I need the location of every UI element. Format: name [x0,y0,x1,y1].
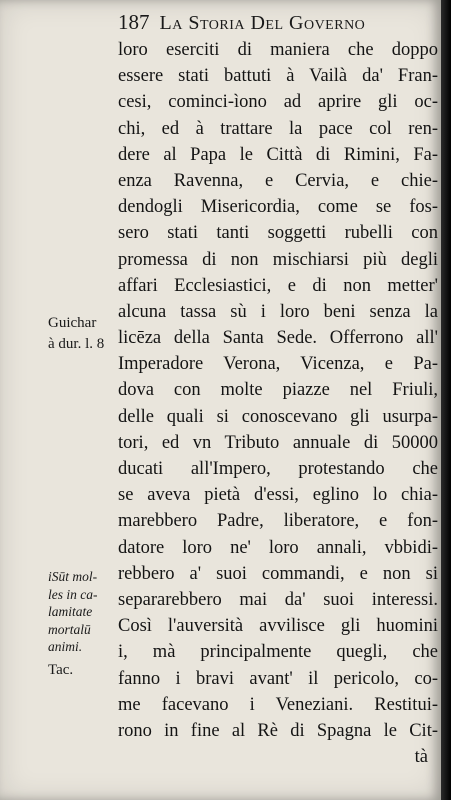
body-line: chi, ed à trattare la pace col ren- [118,118,438,139]
body-line: licēza della Santa Sede. Offerrono all' [118,328,438,349]
body-line: Imperadore Verona, Vicenza, e Pa- [118,354,438,375]
body-text [118,37,438,770]
margin-note-line: lamitate [48,604,93,620]
body-line: promessa di non mischiarsi più degli [118,249,438,270]
body-line: delle quali si conoscevano gli usurpa- [118,406,438,427]
body-line: dova con molte piazze nel Friuli, [118,380,438,401]
margin-note-line: les in ca- [48,586,98,602]
body-line: tori, ed vn Tributo annuale di 50000 [118,432,438,453]
scan-edge [441,0,451,800]
body-line: Così l'auversità avvilisce gli huomini [118,616,438,637]
page-number: 187 [118,10,150,34]
margin-note-line: Tac. [48,662,74,678]
body-line: enza Ravenna, e Cervia, e chie- [118,170,438,191]
body-line: me facevano i Veneziani. Restitui- [118,694,438,715]
body-line: loro eserciti di maniera che doppo [118,40,438,60]
body-line: rebbero a' suoi commandi, e non si [118,563,438,584]
body-line: marebbero Padre, liberatore, e fon- [118,511,438,532]
body-line: affari Ecclesiastici, e di non metter' [118,275,438,296]
margin-note-tac [48,660,73,680]
margin-note-line: mortalū [48,621,91,637]
margin-note-line: Guichar [48,315,97,331]
margin-note-latin-quote [48,568,98,656]
body-line: cesi, cominci-ìono ad aprire gli oc- [118,92,438,113]
margin-note-line: à dur. l. 8 [48,336,105,352]
body-line: datore loro ne' loro annali, vbbidi- [118,537,438,558]
body-line: dendogli Misericordia, come se fos- [118,197,438,218]
running-head [118,10,438,36]
body-line: sero stati tanti soggetti rubelli con [118,223,438,244]
header-title: La Storia Del Governo [159,12,366,34]
body-line: alcuna tassa sù i loro beni senza la [118,301,438,322]
body-line: i, mà principalmente quegli, che [118,642,438,663]
body-line: dere al Papa le Città di Rimini, Fa- [118,144,438,165]
margin-note-guichar [48,313,104,355]
margin-note-line: animi. [48,639,83,655]
body-line: fanno i bravi avant' il pericolo, co- [118,668,438,689]
body-line: ducati all'Impero, protestando che [118,459,438,479]
body-line: essere stati battuti à Vailà da' Fran- [118,66,438,87]
body-line: se aveva pietà d'essi, eglino lo chia- [118,485,438,506]
body-line: rono in fine al Rè di Spagna le Cit- [118,720,438,741]
catchword: tà [414,747,428,768]
margin-note-line: iSūt mol- [48,569,98,584]
body-line: separarebbero mai da' suoi interessi. [118,589,438,610]
